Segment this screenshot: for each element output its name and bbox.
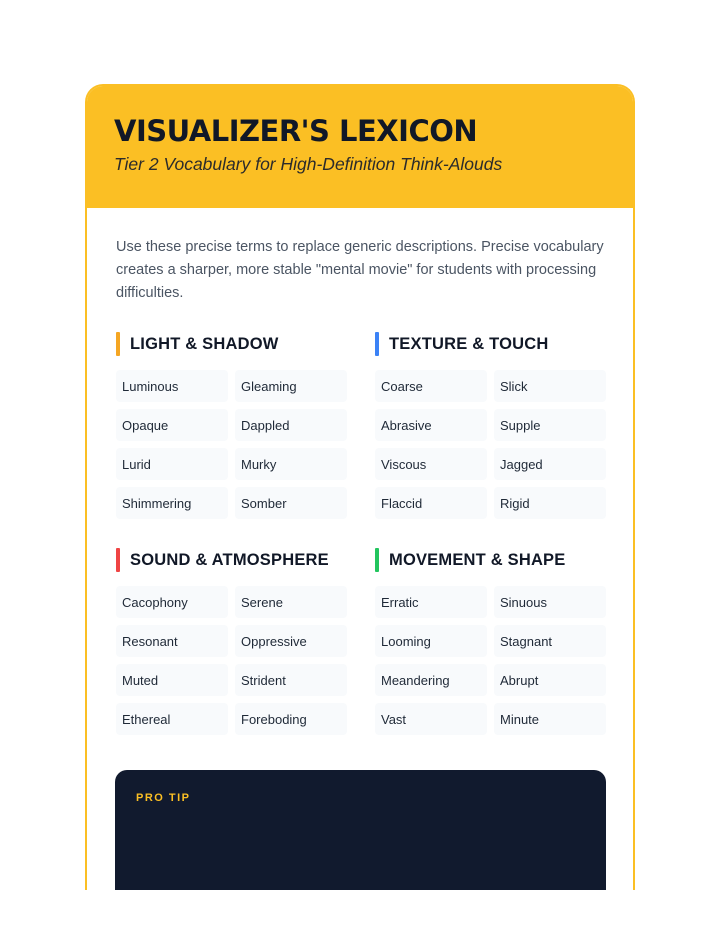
- word-chip: Abrasive: [375, 409, 487, 441]
- word-chip: Jagged: [494, 448, 606, 480]
- word-chip: Stagnant: [494, 625, 606, 657]
- word-chip: Sinuous: [494, 586, 606, 618]
- word-chip: Oppressive: [235, 625, 347, 657]
- section-title: LIGHT & SHADOW: [130, 334, 279, 353]
- word-chip: Lurid: [116, 448, 228, 480]
- page-subtitle: Tier 2 Vocabulary for High-Definition Think-Alouds: [114, 153, 503, 174]
- section-header: [375, 548, 607, 572]
- section-accent-bar: [375, 548, 379, 572]
- section-accent-bar: [116, 332, 120, 356]
- word-chip: Looming: [375, 625, 487, 657]
- section-sound-atmosphere: [116, 548, 348, 735]
- word-chip: Viscous: [375, 448, 487, 480]
- intro-text: Use these precise terms to replace generic descriptions. Precise vocabulary creates a sharper, more stable "mental movie" for students with processing difficulties.: [116, 239, 604, 301]
- card-header: [87, 86, 633, 208]
- section-accent-bar: [116, 548, 120, 572]
- word-chip: Somber: [235, 487, 347, 519]
- section-texture-touch: [375, 332, 607, 519]
- section-movement-shape: [375, 548, 607, 735]
- section-accent-bar: [375, 332, 379, 356]
- word-chip: Abrupt: [494, 664, 606, 696]
- word-chip: Ethereal: [116, 703, 228, 735]
- section-light-shadow: [116, 332, 348, 519]
- word-chip: Opaque: [116, 409, 228, 441]
- word-chip: Cacophony: [116, 586, 228, 618]
- word-chip: Luminous: [116, 370, 228, 402]
- word-chip: Flaccid: [375, 487, 487, 519]
- word-grid: [375, 370, 607, 519]
- word-chip: Minute: [494, 703, 606, 735]
- word-chip: Muted: [116, 664, 228, 696]
- word-grid: [116, 586, 348, 735]
- word-chip: Shimmering: [116, 487, 228, 519]
- section-title: MOVEMENT & SHAPE: [389, 550, 566, 569]
- section-title: TEXTURE & TOUCH: [389, 334, 549, 353]
- word-chip: Gleaming: [235, 370, 347, 402]
- page-title: VISUALIZER'S LEXICON: [114, 114, 478, 148]
- section-title: SOUND & ATMOSPHERE: [130, 550, 329, 569]
- section-header: [116, 548, 348, 572]
- word-chip: Rigid: [494, 487, 606, 519]
- section-header: [116, 332, 348, 356]
- word-chip: Dappled: [235, 409, 347, 441]
- word-chip: Strident: [235, 664, 347, 696]
- word-chip: Meandering: [375, 664, 487, 696]
- word-chip: Murky: [235, 448, 347, 480]
- word-grid: [375, 586, 607, 735]
- word-chip: Coarse: [375, 370, 487, 402]
- word-grid: [116, 370, 348, 519]
- word-chip: Erratic: [375, 586, 487, 618]
- word-chip: Serene: [235, 586, 347, 618]
- lexicon-card: [85, 84, 635, 890]
- word-chip: Supple: [494, 409, 606, 441]
- section-header: [375, 332, 607, 356]
- pro-tip-label: PRO TIP: [136, 792, 191, 804]
- word-chip: Slick: [494, 370, 606, 402]
- word-chip: Vast: [375, 703, 487, 735]
- word-chip: Foreboding: [235, 703, 347, 735]
- pro-tip-box: [115, 770, 606, 890]
- word-chip: Resonant: [116, 625, 228, 657]
